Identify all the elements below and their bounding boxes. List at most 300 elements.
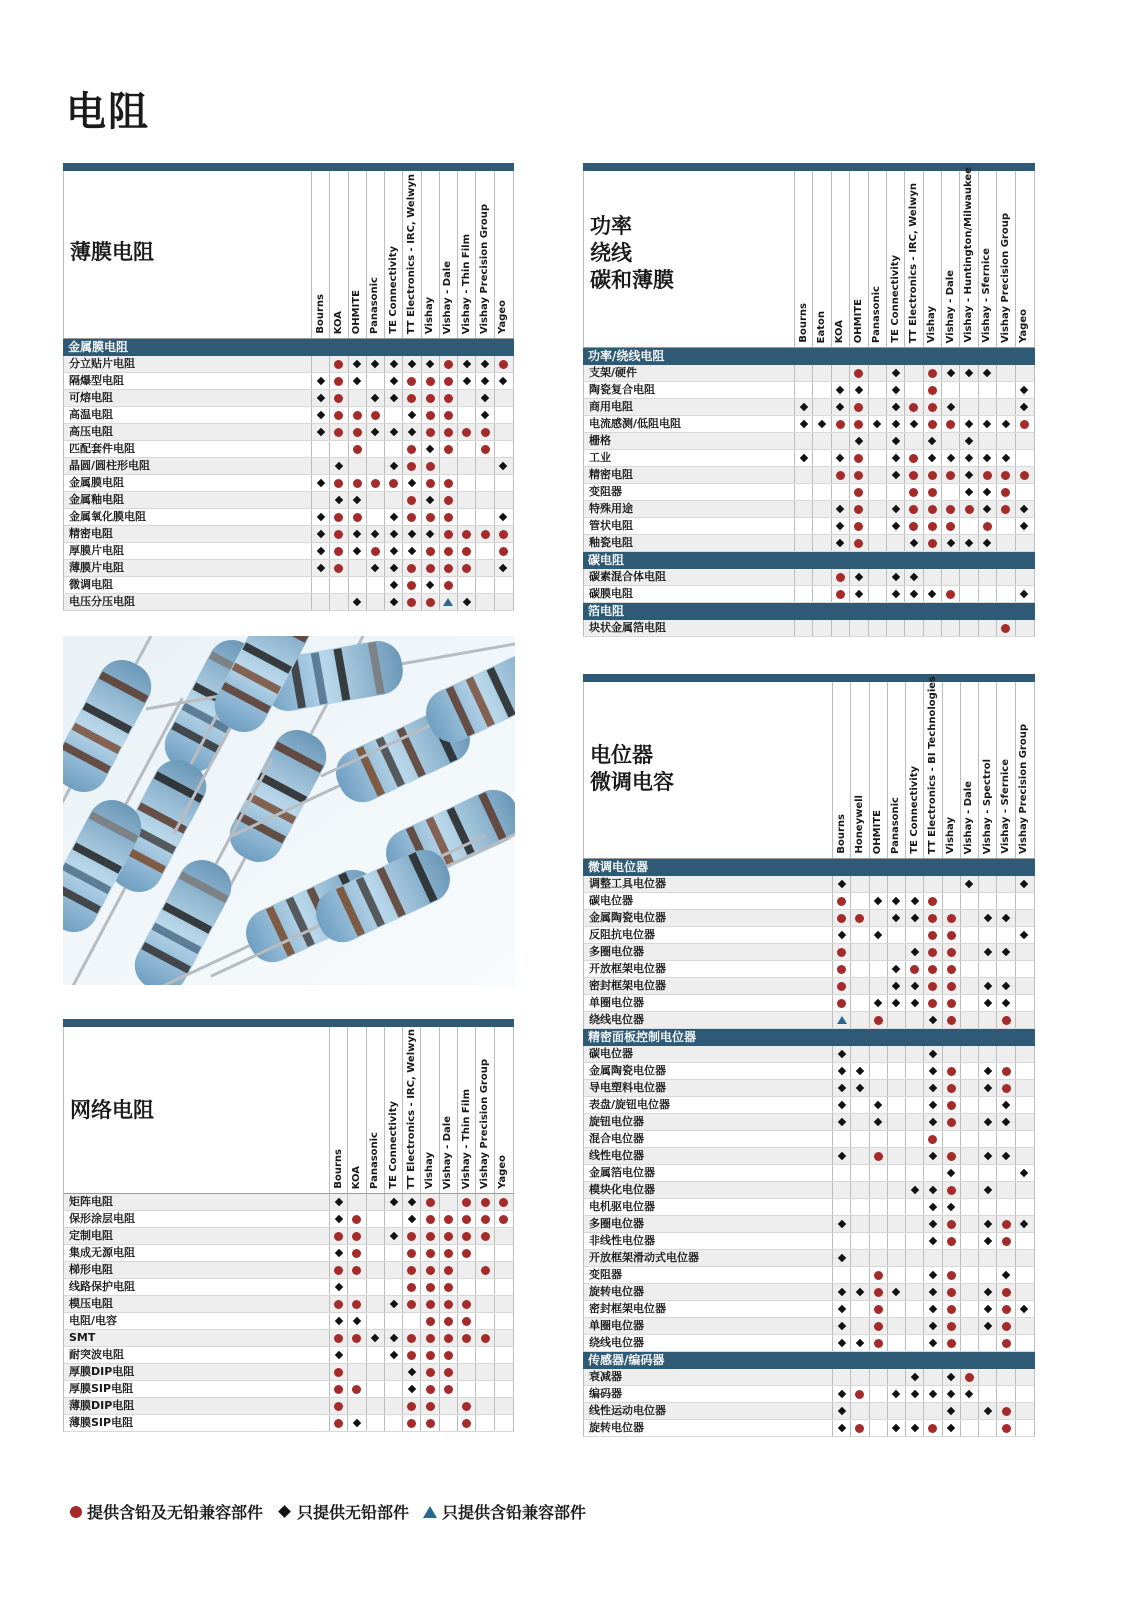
mark-cell bbox=[996, 1080, 1014, 1096]
dot-mark bbox=[947, 1237, 956, 1246]
mark-cell bbox=[475, 390, 493, 406]
mark-cell bbox=[475, 475, 493, 491]
mark-cell bbox=[439, 560, 457, 576]
column-header bbox=[402, 1027, 420, 1193]
table-title-line: 绕线 bbox=[590, 241, 632, 265]
diamond-mark bbox=[408, 411, 416, 419]
mark-cell bbox=[978, 416, 996, 432]
diamond-mark bbox=[316, 411, 324, 419]
mark-cell bbox=[329, 1211, 347, 1227]
dot-mark bbox=[928, 522, 937, 531]
mark-cell bbox=[868, 450, 886, 466]
mark-cell bbox=[941, 518, 959, 534]
dot-mark bbox=[481, 1232, 490, 1241]
dot-mark bbox=[407, 1283, 416, 1292]
row-label: 薄膜片电阻 bbox=[69, 561, 124, 574]
mark-cell bbox=[941, 620, 959, 636]
mark-cell bbox=[311, 526, 329, 542]
mark-cell bbox=[457, 1228, 475, 1244]
mark-cell bbox=[959, 535, 977, 551]
dot-mark bbox=[481, 1198, 490, 1207]
section-header: 功率/绕线电阻 bbox=[583, 348, 1035, 365]
diamond-mark bbox=[353, 377, 361, 385]
dot-mark bbox=[426, 547, 435, 556]
table-row bbox=[583, 1148, 1035, 1165]
mark-cell bbox=[1015, 1301, 1033, 1317]
table-row bbox=[63, 1313, 514, 1330]
mark-cell bbox=[420, 1347, 438, 1363]
dot-mark bbox=[946, 420, 955, 429]
mark-cell bbox=[457, 509, 475, 525]
diamond-mark bbox=[910, 590, 918, 598]
mark-cell bbox=[905, 1386, 923, 1402]
mark-cell bbox=[794, 501, 812, 517]
mark-cell bbox=[942, 1216, 960, 1232]
mark-cell bbox=[923, 1267, 941, 1283]
table-row bbox=[583, 433, 1035, 450]
diamond-mark bbox=[856, 1288, 864, 1296]
dot-mark bbox=[334, 1402, 343, 1411]
mark-cell bbox=[978, 1080, 996, 1096]
dot-mark bbox=[353, 445, 362, 454]
table-row bbox=[583, 382, 1035, 399]
mark-cell bbox=[942, 927, 960, 943]
dot-mark bbox=[928, 539, 937, 548]
mark-cell bbox=[923, 1301, 941, 1317]
mark-cell bbox=[329, 475, 347, 491]
mark-cell bbox=[421, 475, 439, 491]
mark-cell bbox=[850, 893, 868, 909]
diamond-mark bbox=[499, 377, 507, 385]
diamond-mark bbox=[891, 369, 899, 377]
mark-cell bbox=[887, 995, 905, 1011]
mark-cell bbox=[942, 1284, 960, 1300]
mark-cell bbox=[366, 1228, 384, 1244]
triangle-mark bbox=[423, 1506, 437, 1518]
table-row bbox=[63, 492, 514, 509]
mark-cell bbox=[887, 1216, 905, 1232]
mark-cell bbox=[850, 927, 868, 943]
mark-cell bbox=[996, 620, 1014, 636]
mark-cell bbox=[794, 382, 812, 398]
row-label: 高压电阻 bbox=[69, 425, 113, 438]
mark-cell bbox=[439, 424, 457, 440]
mark-cell bbox=[887, 1012, 905, 1028]
mark-cell bbox=[868, 399, 886, 415]
mark-cell bbox=[475, 1347, 493, 1363]
table-row bbox=[583, 1063, 1035, 1080]
dot-mark bbox=[854, 539, 863, 548]
mark-cell bbox=[439, 1194, 457, 1210]
mark-cell bbox=[887, 944, 905, 960]
diamond-mark bbox=[836, 522, 844, 530]
mark-cell bbox=[869, 944, 887, 960]
dot-mark bbox=[334, 564, 343, 573]
table-row bbox=[63, 1279, 514, 1296]
mark-cell bbox=[457, 424, 475, 440]
column-header-label: Bourns bbox=[797, 303, 809, 343]
table-row bbox=[583, 1097, 1035, 1114]
mark-cell bbox=[494, 1228, 512, 1244]
diamond-mark bbox=[1002, 1271, 1010, 1279]
dot-mark bbox=[874, 1016, 883, 1025]
mark-cell bbox=[494, 390, 512, 406]
mark-cell bbox=[439, 458, 457, 474]
mark-cell bbox=[329, 407, 347, 423]
mark-cell bbox=[850, 995, 868, 1011]
mark-cell bbox=[850, 1165, 868, 1181]
mark-cell bbox=[905, 1369, 923, 1385]
dot-mark bbox=[874, 1271, 883, 1280]
mark-cell bbox=[978, 944, 996, 960]
mark-cell bbox=[457, 407, 475, 423]
column-header-label: Vishay - Huntington/Milwaukee bbox=[963, 167, 975, 343]
diamond-mark bbox=[910, 420, 918, 428]
mark-cell bbox=[849, 450, 867, 466]
mark-cell bbox=[457, 373, 475, 389]
mark-cell bbox=[832, 1335, 850, 1351]
mark-cell bbox=[1015, 416, 1033, 432]
mark-cell bbox=[904, 365, 922, 381]
mark-cell bbox=[850, 1420, 868, 1436]
column-header bbox=[475, 1027, 493, 1193]
page-title: 电阻 bbox=[66, 89, 150, 135]
diamond-mark bbox=[334, 1317, 342, 1325]
mark-cell bbox=[942, 1165, 960, 1181]
mark-cell bbox=[1015, 433, 1033, 449]
mark-cell bbox=[832, 1063, 850, 1079]
mark-cell bbox=[348, 543, 366, 559]
row-label: 电阻/电容 bbox=[69, 1314, 118, 1327]
mark-cell bbox=[457, 594, 475, 610]
mark-cell bbox=[457, 1347, 475, 1363]
table-row bbox=[63, 424, 514, 441]
mark-cell bbox=[849, 620, 867, 636]
dot-mark bbox=[334, 411, 343, 420]
mark-cell bbox=[384, 1330, 402, 1346]
mark-cell bbox=[329, 458, 347, 474]
mark-cell bbox=[348, 475, 366, 491]
mark-cell bbox=[402, 441, 420, 457]
mark-cell bbox=[402, 577, 420, 593]
diamond-mark bbox=[984, 1067, 992, 1075]
mark-cell bbox=[978, 467, 996, 483]
dot-mark bbox=[426, 598, 435, 607]
dot-mark bbox=[928, 386, 937, 395]
legend-item bbox=[70, 1500, 263, 1523]
mark-cell bbox=[402, 1398, 420, 1414]
mark-cell bbox=[905, 1165, 923, 1181]
mark-cell bbox=[329, 1296, 347, 1312]
mark-cell bbox=[849, 382, 867, 398]
mark-cell bbox=[959, 399, 977, 415]
mark-cell bbox=[794, 399, 812, 415]
row-label: 厚膜SIP电阻 bbox=[69, 1382, 134, 1395]
mark-cell bbox=[905, 1199, 923, 1215]
mark-cell bbox=[402, 424, 420, 440]
table-row bbox=[583, 1233, 1035, 1250]
mark-cell bbox=[457, 1279, 475, 1295]
table-title-line: 网络电阻 bbox=[70, 1098, 154, 1122]
triangle-mark bbox=[837, 1016, 847, 1024]
mark-cell bbox=[942, 1335, 960, 1351]
diamond-mark bbox=[984, 1152, 992, 1160]
mark-cell bbox=[959, 586, 977, 602]
dot-mark bbox=[407, 1351, 416, 1360]
row-label: 密封框架电位器 bbox=[589, 979, 666, 992]
mark-cell bbox=[384, 356, 402, 372]
table-row bbox=[583, 944, 1035, 961]
mark-cell bbox=[996, 1318, 1014, 1334]
table-row bbox=[583, 399, 1035, 416]
table-row bbox=[583, 910, 1035, 927]
diamond-mark bbox=[874, 1101, 882, 1109]
mark-cell bbox=[329, 1364, 347, 1380]
table-row bbox=[583, 995, 1035, 1012]
mark-cell bbox=[366, 407, 384, 423]
mark-cell bbox=[832, 1318, 850, 1334]
mark-cell bbox=[850, 1097, 868, 1113]
row-label: 非线性电位器 bbox=[589, 1234, 655, 1247]
diamond-mark bbox=[334, 1198, 342, 1206]
mark-cell bbox=[475, 1415, 493, 1431]
mark-cell bbox=[941, 501, 959, 517]
mark-cell bbox=[348, 577, 366, 593]
mark-cell bbox=[850, 961, 868, 977]
row-label: 釉瓷电阻 bbox=[589, 536, 633, 549]
mark-cell bbox=[904, 450, 922, 466]
mark-cell bbox=[978, 1284, 996, 1300]
mark-cell bbox=[832, 978, 850, 994]
mark-cell bbox=[942, 1250, 960, 1266]
mark-cell bbox=[311, 458, 329, 474]
row-label: 多圈电位器 bbox=[589, 945, 644, 958]
mark-cell bbox=[832, 1199, 850, 1215]
mark-cell bbox=[1015, 586, 1033, 602]
mark-cell bbox=[831, 535, 849, 551]
mark-cell bbox=[421, 577, 439, 593]
diamond-mark bbox=[389, 1300, 397, 1308]
mark-cell bbox=[402, 373, 420, 389]
mark-cell bbox=[905, 1216, 923, 1232]
mark-cell bbox=[439, 1245, 457, 1261]
table-row bbox=[583, 365, 1035, 382]
dot-mark bbox=[481, 1215, 490, 1224]
mark-cell bbox=[978, 995, 996, 1011]
dot-mark bbox=[1001, 471, 1010, 480]
row-label: 匹配套件电阻 bbox=[69, 442, 135, 455]
mark-cell bbox=[960, 1165, 978, 1181]
diamond-mark bbox=[947, 1203, 955, 1211]
dot-mark bbox=[334, 1385, 343, 1394]
mark-cell bbox=[366, 1415, 384, 1431]
mark-cell bbox=[978, 1114, 996, 1130]
dot-mark bbox=[444, 445, 453, 454]
row-label: 调整工具电位器 bbox=[589, 877, 666, 890]
mark-cell bbox=[794, 433, 812, 449]
dot-mark bbox=[426, 1232, 435, 1241]
mark-cell bbox=[366, 1245, 384, 1261]
mark-cell bbox=[959, 382, 977, 398]
diamond-mark bbox=[408, 360, 416, 368]
mark-cell bbox=[869, 1318, 887, 1334]
diamond-mark bbox=[481, 377, 489, 385]
mark-cell bbox=[905, 978, 923, 994]
dot-mark bbox=[462, 1402, 471, 1411]
column-header-label: Vishay bbox=[424, 296, 436, 334]
mark-cell bbox=[960, 1335, 978, 1351]
mark-cell bbox=[978, 1250, 996, 1266]
diamond-mark bbox=[463, 598, 471, 606]
diamond-mark bbox=[371, 530, 379, 538]
dot-mark bbox=[1002, 1288, 1011, 1297]
dot-mark bbox=[444, 1385, 453, 1394]
mark-cell bbox=[347, 1415, 365, 1431]
dot-mark bbox=[426, 1249, 435, 1258]
mark-cell bbox=[996, 1267, 1014, 1283]
diamond-mark bbox=[1002, 1101, 1010, 1109]
diamond-mark bbox=[481, 411, 489, 419]
column-header bbox=[978, 682, 996, 858]
dot-mark bbox=[426, 1317, 435, 1326]
mark-cell bbox=[923, 1063, 941, 1079]
table-header bbox=[583, 675, 1035, 859]
row-label: 工业 bbox=[589, 451, 611, 464]
mark-cell bbox=[384, 390, 402, 406]
column-header bbox=[329, 171, 347, 338]
mark-cell bbox=[1015, 1148, 1033, 1164]
table-row bbox=[63, 390, 514, 407]
diamond-mark bbox=[316, 547, 324, 555]
mark-cell bbox=[904, 382, 922, 398]
row-label: 特殊用途 bbox=[589, 502, 633, 515]
dot-mark bbox=[983, 471, 992, 480]
mark-cell bbox=[494, 1296, 512, 1312]
dot-mark bbox=[947, 948, 956, 957]
dot-mark bbox=[407, 1300, 416, 1309]
mark-cell bbox=[923, 569, 941, 585]
column-header bbox=[1015, 682, 1033, 858]
row-label: 分立贴片电阻 bbox=[69, 357, 135, 370]
mark-cell bbox=[868, 501, 886, 517]
mark-cell bbox=[439, 407, 457, 423]
mark-cell bbox=[1015, 1182, 1033, 1198]
diamond-mark bbox=[371, 360, 379, 368]
mark-cell bbox=[366, 1296, 384, 1312]
mark-cell bbox=[832, 1250, 850, 1266]
mark-cell bbox=[978, 978, 996, 994]
mark-cell bbox=[439, 1398, 457, 1414]
row-label: 电压分压电阻 bbox=[69, 595, 135, 608]
mark-cell bbox=[439, 1262, 457, 1278]
mark-cell bbox=[421, 594, 439, 610]
mark-cell bbox=[923, 365, 941, 381]
mark-cell bbox=[475, 526, 493, 542]
mark-cell bbox=[996, 586, 1014, 602]
mark-cell bbox=[978, 450, 996, 466]
mark-cell bbox=[942, 1182, 960, 1198]
mark-cell bbox=[887, 1182, 905, 1198]
mark-cell bbox=[887, 961, 905, 977]
dot-mark bbox=[837, 914, 846, 923]
mark-cell bbox=[831, 365, 849, 381]
mark-cell bbox=[1015, 1267, 1033, 1283]
diamond-mark bbox=[836, 505, 844, 513]
mark-cell bbox=[996, 1301, 1014, 1317]
column-header bbox=[475, 171, 493, 338]
dot-mark bbox=[499, 360, 508, 369]
mark-cell bbox=[996, 1250, 1014, 1266]
mark-cell bbox=[329, 373, 347, 389]
row-label: 保形涂层电阻 bbox=[69, 1212, 135, 1225]
mark-cell bbox=[439, 577, 457, 593]
dot-mark bbox=[407, 1334, 416, 1343]
mark-cell bbox=[439, 543, 457, 559]
mark-cell bbox=[457, 1330, 475, 1346]
mark-cell bbox=[886, 433, 904, 449]
table-row bbox=[583, 501, 1035, 518]
mark-cell bbox=[832, 1233, 850, 1249]
mark-cell bbox=[311, 492, 329, 508]
mark-cell bbox=[494, 1347, 512, 1363]
column-header-label: Vishay Precision Group bbox=[999, 212, 1011, 343]
diamond-mark bbox=[426, 530, 434, 538]
mark-cell bbox=[941, 416, 959, 432]
mark-cell bbox=[960, 1284, 978, 1300]
mark-cell bbox=[887, 1114, 905, 1130]
mark-cell bbox=[905, 1097, 923, 1113]
legend-label: 只提供含铅兼容部件 bbox=[442, 1503, 587, 1522]
mark-cell bbox=[869, 995, 887, 1011]
mark-cell bbox=[960, 1063, 978, 1079]
dot-mark bbox=[389, 479, 398, 488]
resistor-photo bbox=[63, 636, 515, 985]
mark-cell bbox=[384, 543, 402, 559]
mark-cell bbox=[475, 1330, 493, 1346]
column-header bbox=[384, 1027, 402, 1193]
diamond-mark bbox=[929, 1118, 937, 1126]
mark-cell bbox=[996, 433, 1014, 449]
mark-cell bbox=[457, 1398, 475, 1414]
mark-cell bbox=[832, 1386, 850, 1402]
mark-cell bbox=[942, 1097, 960, 1113]
dot-mark bbox=[462, 1300, 471, 1309]
dot-mark bbox=[1020, 471, 1029, 480]
dot-mark bbox=[444, 1368, 453, 1377]
mark-cell bbox=[887, 927, 905, 943]
mark-cell bbox=[1015, 1369, 1033, 1385]
dot-mark bbox=[426, 564, 435, 573]
mark-cell bbox=[868, 467, 886, 483]
diamond-mark bbox=[928, 454, 936, 462]
diamond-mark bbox=[910, 897, 918, 905]
dot-mark bbox=[352, 1215, 361, 1224]
mark-cell bbox=[996, 1046, 1014, 1062]
mark-cell bbox=[812, 569, 830, 585]
mark-cell bbox=[348, 560, 366, 576]
column-header-label: OHMITE bbox=[872, 809, 884, 854]
dot-mark bbox=[855, 1390, 864, 1399]
legend-label: 提供含铅及无铅兼容部件 bbox=[87, 1503, 264, 1522]
mark-cell bbox=[904, 569, 922, 585]
diamond-mark bbox=[891, 403, 899, 411]
mark-cell bbox=[457, 543, 475, 559]
row-label: 可熔电阻 bbox=[69, 391, 113, 404]
mark-cell bbox=[831, 569, 849, 585]
mark-cell bbox=[978, 1233, 996, 1249]
dot-mark bbox=[426, 513, 435, 522]
mark-cell bbox=[475, 1279, 493, 1295]
